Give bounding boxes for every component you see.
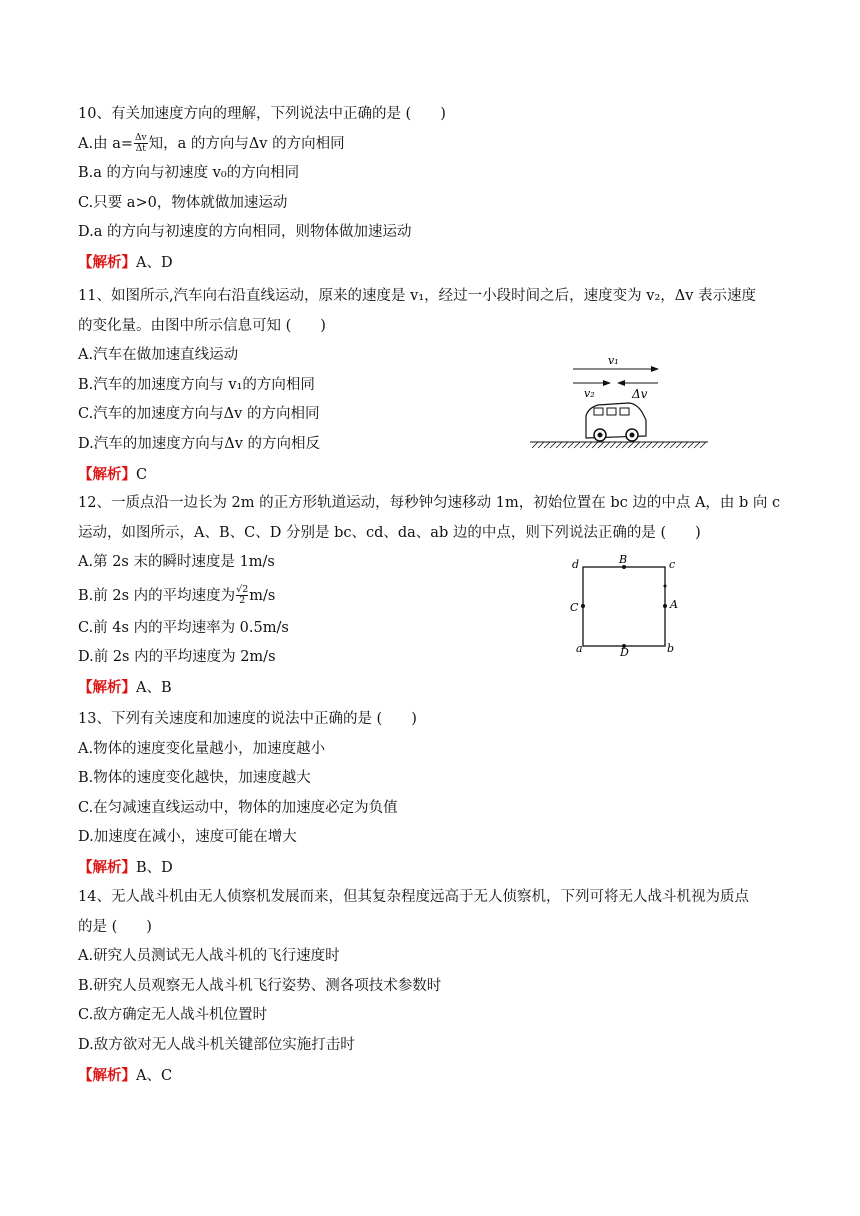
question-stem: 10、有关加速度方向的理解，下列说法中正确的是 ( ) [78, 106, 446, 122]
midpoint-d-label: D [620, 646, 629, 656]
option-c: C.前 4s 内的平均速率为 0.5m/s [78, 619, 289, 636]
question-10 [78, 100, 798, 278]
option-a: A.第 2s 末的瞬时速度是 1m/s [78, 554, 275, 571]
fraction: $\frac{√2}{2}$ [236, 584, 249, 607]
option-d: D.敌方欲对无人战斗机关键部位实施打击时 [78, 1036, 355, 1053]
question-stem: 13、下列有关速度和加速度的说法中正确的是 ( ) [78, 711, 417, 727]
answer-value: C [136, 466, 148, 483]
answer-line [78, 1061, 798, 1091]
midpoint-c-label: C [570, 601, 579, 614]
question-stem-line-2: 运动，如图所示，A、B、C、D 分别是 bc、cd、da、ab 边的中点，则下列说法正确的是 ( ) [78, 524, 701, 541]
option-c: C.只要 a>0，物体就做加速运动 [78, 194, 288, 211]
corner-d-label: d [572, 558, 580, 571]
v1-label: v₁ [608, 354, 619, 367]
option-c: C.汽车的加速度方向与Δv 的方向相同 [78, 406, 320, 423]
answer-line [78, 673, 798, 703]
option-b: B.a 的方向与初速度 v₀的方向相同 [78, 165, 300, 182]
v2-label: v₂ [584, 387, 595, 400]
answer-tag: 【解析】 [78, 858, 136, 876]
midpoint-a-label: A [670, 598, 678, 611]
answer-line [78, 248, 798, 278]
answer-value: A、C [136, 1067, 173, 1084]
question-12 [78, 489, 798, 703]
question-stem-line-2: 的变化量。由图中所示信息可知 ( ) [78, 317, 326, 334]
option-d: D.前 2s 内的平均速度为 2m/s [78, 649, 276, 666]
point-c-mid [581, 604, 585, 608]
delta-v-label: Δv [632, 387, 648, 401]
option-a: A.研究人员测试无人战斗机的飞行速度时 [78, 948, 340, 965]
corner-c-label: c [669, 558, 676, 571]
answer-value: B、D [136, 859, 173, 876]
question-14 [78, 883, 798, 1090]
option-b: B.研究人员观察无人战斗机飞行姿势、测各项技术参数时 [78, 977, 442, 994]
question-stem-line-1: 11、如图所示,汽车向右沿直线运动，原来的速度是 v₁，经过一小段时间之后，速度变为 v₂，Δv 表示速度 [78, 288, 757, 304]
answer-tag: 【解析】 [78, 1066, 136, 1084]
option-d: D.加速度在减小，速度可能在增大 [78, 829, 297, 846]
option-b: B.物体的速度变化越快，加速度越大 [78, 770, 311, 787]
answer-tag: 【解析】 [78, 253, 136, 271]
question-stem-line-2: 的是 ( ) [78, 918, 152, 935]
corner-a-label: a [576, 642, 583, 655]
point-a-mid [663, 604, 667, 608]
answer-line [78, 853, 798, 883]
corner-b-label: b [667, 642, 675, 655]
option-d: D.a 的方向与初速度的方向相同，则物体做加速运动 [78, 224, 412, 241]
answer-value: A、D [136, 254, 173, 271]
fraction: $\frac{\Delta v}{\Delta t}$ [134, 133, 147, 155]
square-track [583, 567, 665, 646]
option-a: A.由 a= $\frac{\Delta v}{\Delta t}$ 知，a 的方向与Δv 的方向相同 [78, 133, 345, 155]
option-c: C.敌方确定无人战斗机位置时 [78, 1007, 268, 1024]
car-velocity-figure [528, 350, 710, 450]
option-a: A.汽车在做加速直线运动 [78, 347, 239, 364]
ground-hatch [532, 442, 706, 448]
midpoint-b-label: B [619, 553, 628, 566]
option-b: B.汽车的加速度方向与 v₁的方向相同 [78, 376, 315, 393]
option-b: B.前 2s 内的平均速度为 $\frac{√2}{2}m/s$ [78, 584, 276, 607]
answer-line [78, 460, 798, 490]
question-13 [78, 705, 798, 883]
question-stem-line-1: 14、无人战斗机由无人侦察机发展而来，但其复杂程度远高于无人侦察机，下列可将无人战斗机视为质点 [78, 889, 749, 905]
option-c: C.在匀减速直线运动中，物体的加速度必定为负值 [78, 799, 398, 816]
square-track-figure [566, 552, 682, 656]
option-a: A.物体的速度变化量越小，加速度越小 [78, 740, 326, 757]
answer-tag: 【解析】 [78, 678, 136, 696]
position-marker [664, 585, 667, 588]
question-stem-line-1: 12、一质点沿一边长为 2m 的正方形轨道运动，每秒钟匀速移动 1m，初始位置在 bc 边的中点 A，由 b 向 c [78, 495, 781, 511]
answer-tag: 【解析】 [78, 465, 136, 483]
answer-value: A、B [136, 679, 172, 696]
option-d: D.汽车的加速度方向与Δv 的方向相反 [78, 435, 320, 452]
